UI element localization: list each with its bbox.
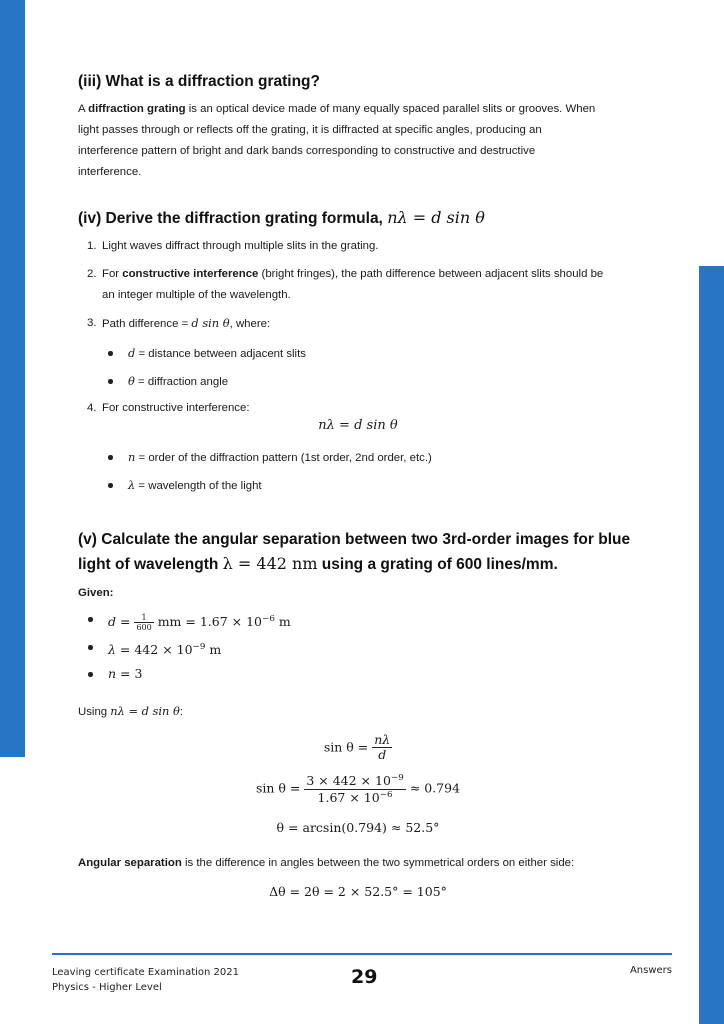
- subject-level: Physics - Higher Level: [52, 982, 162, 993]
- section-iv-heading: [78, 206, 638, 231]
- list-number: 1.: [87, 240, 97, 252]
- fraction-denominator: d: [378, 747, 387, 763]
- section-iii-paragraph: [78, 99, 638, 183]
- list-number: 3.: [87, 317, 97, 329]
- bullet-dot: [108, 455, 113, 460]
- footer-left: [52, 965, 239, 995]
- para-text: A: [78, 103, 89, 115]
- para-text: is the difference in angles between the two symmetrical orders on either side:: [181, 857, 575, 869]
- heading-text: (v) Calculate the angular separation between two 3rd-order images for blue: [78, 531, 631, 548]
- exponent: −9: [192, 642, 206, 652]
- list-text: For constructive interference:: [102, 402, 250, 414]
- bullet-dot: [108, 351, 113, 356]
- heading-text: light of wavelength: [78, 556, 223, 573]
- given-value: = 442 × 10: [115, 642, 193, 658]
- list-text: , where:: [229, 318, 271, 330]
- given-value: mm = 1.67 × 10: [153, 614, 262, 630]
- term-angular-separation: Angular separation: [78, 857, 182, 869]
- para-text: interference pattern of bright and dark bands corresponding to constructive and destructive: [78, 145, 536, 157]
- term-diffraction-grating: diffraction grating: [88, 103, 186, 115]
- para-text: light passes through or reflects off the grating, it is diffracted at specific angles, producing an: [78, 124, 542, 136]
- final-equation: Δθ = 2θ = 2 × 52.5° = 105°: [269, 884, 447, 899]
- symbol: λ: [128, 478, 136, 492]
- bullet-dot: [88, 672, 93, 677]
- para-text: is an optical device made of many equally spaced parallel slits or grooves. When: [185, 103, 596, 115]
- bullet-text: = wavelength of the light: [135, 480, 262, 492]
- list-text: Light waves diffract through multiple slits in the grating.: [102, 240, 379, 252]
- inline-formula: nλ = d sin θ: [110, 704, 180, 718]
- equation-rhs: ≈ 0.794: [405, 780, 461, 796]
- list-text: Path difference =: [102, 318, 192, 330]
- fraction-numerator: 1: [134, 613, 153, 623]
- para-text: Using: [78, 706, 111, 718]
- given-value: = 3: [116, 666, 143, 681]
- exponent: −6: [261, 614, 275, 624]
- bullet-dot: [88, 645, 93, 650]
- unit: m: [205, 642, 222, 658]
- symbol: λ: [108, 642, 116, 658]
- term-constructive-interference: constructive interference: [122, 268, 259, 280]
- section-v-heading: [78, 528, 638, 577]
- list-text: an integer multiple of the wavelength.: [102, 289, 291, 301]
- symbol: θ: [128, 374, 135, 388]
- right-accent-bar: [699, 266, 724, 1024]
- footer-right: Answers: [629, 965, 672, 976]
- fraction-numerator: nλ: [374, 732, 391, 747]
- bullet-text: = diffraction angle: [134, 376, 229, 388]
- list-number: 4.: [87, 402, 97, 414]
- given-label: Given:: [78, 587, 114, 599]
- para-text: :: [179, 706, 184, 718]
- heading-formula: λ = 442 nm: [222, 554, 318, 573]
- page-number: 29: [351, 966, 378, 988]
- exponent: −9: [390, 773, 404, 783]
- symbol: n: [128, 450, 136, 464]
- symbol: d: [128, 346, 136, 360]
- unit: m: [274, 614, 291, 630]
- list-text: [102, 313, 637, 335]
- exam-title: Leaving certificate Examination 2021: [52, 967, 240, 978]
- heading-text: using a grating of 600 lines/mm.: [317, 556, 558, 573]
- bullet-text: = distance between adjacent slits: [135, 348, 306, 360]
- inline-formula: d sin θ: [191, 316, 230, 330]
- grating-equation: nλ = d sin θ: [318, 418, 398, 433]
- exponent: −6: [379, 789, 393, 800]
- using-line: [78, 701, 638, 723]
- heading-formula: nλ = d sin θ: [387, 208, 485, 227]
- equation-lhs: sin θ =: [323, 739, 373, 755]
- arcsin-equation: θ = arcsin(0.794) ≈ 52.5°: [276, 820, 440, 835]
- fraction-numerator: 3 × 442 × 10: [306, 773, 391, 789]
- para-text: interference.: [78, 166, 142, 178]
- sine-equation: [78, 733, 638, 763]
- list-number: 2.: [87, 268, 97, 280]
- left-accent-bar: [0, 0, 25, 757]
- symbol: n: [108, 666, 117, 681]
- bullet-dot: [108, 483, 113, 488]
- fraction-denominator: 600: [136, 623, 152, 633]
- section-iii-heading: (iii) What is a diffraction grating?: [78, 73, 320, 90]
- list-text: (bright fringes), the path difference between adjacent slits should be: [258, 268, 604, 280]
- substitution-equation: [78, 773, 638, 805]
- fraction-denominator: 1.67 × 10: [317, 789, 380, 805]
- equation-lhs: sin θ =: [255, 780, 305, 796]
- symbol: d: [108, 614, 117, 630]
- footer-divider: [52, 953, 672, 955]
- list-text: For: [102, 268, 123, 280]
- list-text: [102, 264, 637, 306]
- bullet-dot: [108, 379, 113, 384]
- heading-text: (iv) Derive the diffraction grating formula,: [78, 210, 388, 227]
- bullet-dot: [88, 617, 93, 622]
- bullet-text: = order of the diffraction pattern (1st order, 2nd order, etc.): [135, 452, 432, 464]
- angular-separation-paragraph: [78, 853, 638, 874]
